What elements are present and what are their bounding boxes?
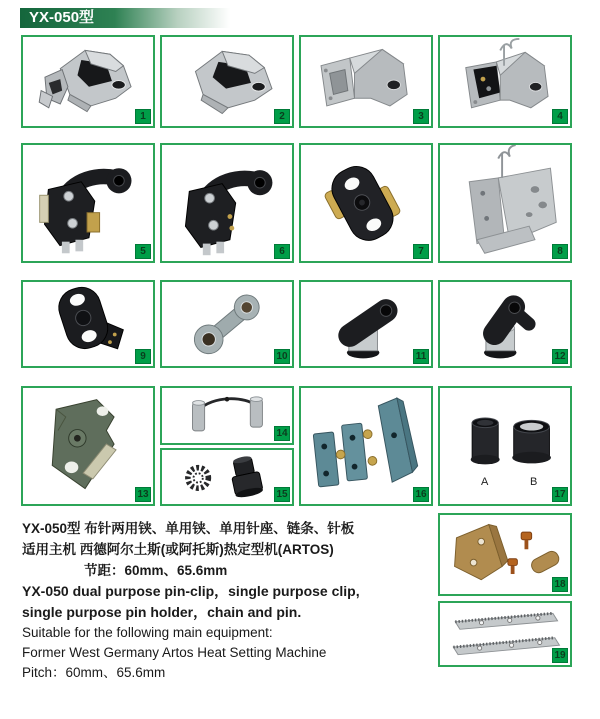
part-photo-bracket-icon [301, 37, 431, 126]
catalog-item-10 [160, 280, 294, 368]
part-photo-black-clip-pads-icon [23, 145, 153, 261]
item-number-badge: 16 [413, 487, 429, 502]
item-number-badge: 2 [274, 109, 290, 124]
part-photo-pin-clip-icon [162, 37, 292, 126]
item-number-badge: 6 [274, 244, 290, 259]
item-number-badge: 17 [552, 487, 568, 502]
description-en-line-2: Former West Germany Artos Heat Setting Machine [22, 645, 327, 660]
catalog-item-13 [21, 386, 155, 506]
catalog-item-15 [160, 448, 294, 506]
part-photo-link-roller-alt-icon [440, 282, 570, 366]
description-en-line-3: Pitch：60mm、65.6mm [22, 665, 166, 680]
description-en-line-1: Suitable for the following main equipment: [22, 625, 273, 640]
part-photo-brass-wedge-icon [440, 515, 570, 594]
part-photo-pad-block-icon [301, 145, 431, 261]
catalog-item-19 [438, 601, 572, 667]
item-number-badge: 19 [552, 648, 568, 663]
item-number-badge: 15 [274, 487, 290, 502]
catalog-item-14 [160, 386, 294, 445]
item-number-badge: 8 [552, 244, 568, 259]
catalog-item-8 [438, 143, 572, 263]
page-title: YX-050型 [20, 8, 230, 28]
description-cn-line-3: 节距：60mm、65.6mm [84, 563, 228, 578]
catalog-item-6 [160, 143, 294, 263]
part-photo-black-clip-icon [162, 145, 292, 261]
part-photo-pin-pair-icon [162, 388, 292, 443]
item-number-badge: 12 [552, 349, 568, 364]
item-number-badge: 3 [413, 109, 429, 124]
part-photo-pin-clip-latch-icon [23, 37, 153, 126]
item-number-badge: 14 [274, 426, 290, 441]
catalog-item-17 [438, 386, 572, 506]
catalog-item-2 [160, 35, 294, 128]
catalog-item-7 [299, 143, 433, 263]
part-photo-rubber-sleeves-icon [440, 388, 570, 504]
catalog-item-1 [21, 35, 155, 128]
catalog-item-18 [438, 513, 572, 596]
part-photo-bracket-spring-icon [440, 37, 570, 126]
description-cn-line-2: 适用主机 西德阿尔土斯(或阿托斯)热定型机(ARTOS) [22, 542, 334, 557]
sleeve-label-b: B [530, 476, 538, 488]
description-en-bold-1: YX-050 dual purpose pin-clip，single purpose clip, [22, 583, 360, 599]
part-photo-serrated-bars-icon [440, 603, 570, 665]
description-en-bold-2: single purpose pin holder，chain and pin. [22, 604, 302, 620]
catalog-item-12 [438, 280, 572, 368]
catalog-item-16 [299, 386, 433, 506]
part-photo-pin-holder-icon [23, 282, 153, 366]
description-block [22, 518, 436, 683]
part-photo-chain-link-icon [162, 282, 292, 366]
sleeve-label-a: A [481, 476, 489, 488]
item-number-badge: 1 [135, 109, 151, 124]
item-number-badge: 13 [135, 487, 151, 502]
description-cn-line-1: YX-050型 布针两用铗、单用铗、单用针座、链条、针板 [22, 521, 355, 536]
catalog-item-3 [299, 35, 433, 128]
part-photo-link-roller-icon [301, 282, 431, 366]
catalog-item-11 [299, 280, 433, 368]
catalog-item-4 [438, 35, 572, 128]
item-number-badge: 10 [274, 349, 290, 364]
catalog-item-5 [21, 143, 155, 263]
item-number-badge: 11 [413, 349, 429, 364]
item-number-badge: 4 [552, 109, 568, 124]
item-number-badge: 9 [135, 349, 151, 364]
part-photo-sheet-bracket-icon [440, 145, 570, 261]
item-number-badge: 7 [413, 244, 429, 259]
part-photo-washer-bolt-icon [162, 450, 292, 504]
part-photo-guide-block-icon [23, 388, 153, 504]
item-number-badge: 5 [135, 244, 151, 259]
part-photo-pin-plates-icon [301, 388, 431, 504]
catalog-item-9 [21, 280, 155, 368]
item-number-badge: 18 [552, 577, 568, 592]
